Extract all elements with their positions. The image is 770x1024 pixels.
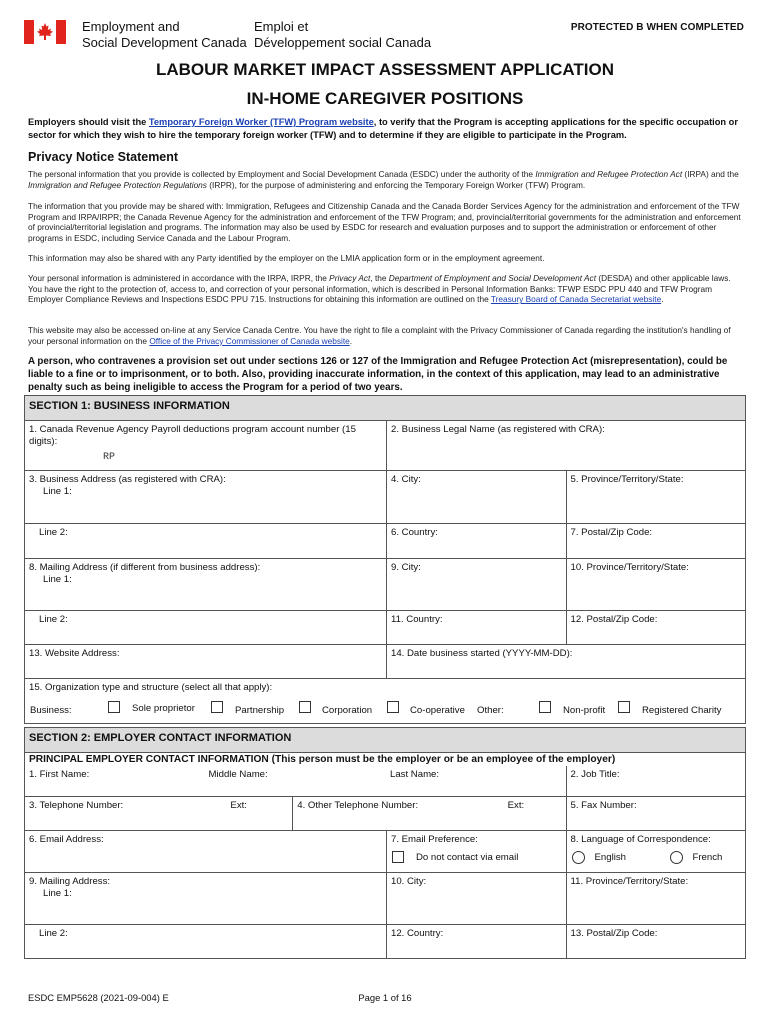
department-name-french: Emploi et Développement social Canada [254,19,432,50]
contact-mailing-line2-field[interactable]: Line 2: [39,928,68,939]
telephone-ext-field[interactable]: Ext: [230,800,247,811]
french-radio[interactable] [670,851,683,864]
department-name-english: Employment and Social Development Canada [82,19,247,50]
contact-country-field[interactable]: 12. Country: [386,925,566,958]
french-label: French [692,852,723,863]
treasury-board-link[interactable]: Treasury Board of Canada Secretariat website [490,294,662,305]
corporation-label: Corporation [322,705,373,716]
mailing-city-field[interactable]: 9. City: [386,559,566,610]
cooperative-checkbox[interactable] [387,701,399,713]
business-address-line1-field[interactable]: 3. Business Address (as registered with CRA): Line 1: [29,474,226,497]
contact-postal-field[interactable]: 13. Postal/Zip Code: [566,925,746,958]
english-radio[interactable] [572,851,585,864]
page-number: Page 1 of 16 [358,992,412,1003]
mailing-address-line1-field[interactable]: 8. Mailing Address (if different from business address): Line 1: [29,562,261,585]
organization-type-field: 15. Organization type and structure (select all that apply): Business: Sole proprietor Partnership Corporation Co-operative Other: Non-profit Registered Charity [29,682,722,716]
business-postal-field[interactable]: 7. Postal/Zip Code: [566,524,746,558]
other-telephone-ext-field[interactable]: Ext: [507,800,525,811]
date-started-field[interactable]: 14. Date business started (YYYY-MM-DD): [386,645,745,678]
non-profit-label: Non-profit [563,705,606,716]
form-title: LABOUR MARKET IMPACT ASSESSMENT APPLICATION [155,60,615,79]
section-1-form [24,395,746,724]
section-2-heading: SECTION 2: EMPLOYER CONTACT INFORMATION [25,728,745,752]
non-profit-checkbox[interactable] [539,701,551,713]
privacy-paragraph-2: The information that you provide may be shared with: Immigration, Refugees and Citizenship Canada and the Canada Border Services Agency for the administration and enforcement of the TFW Program and IRPA/IRPR; the Canada Revenue Agency for the administration and enforcement of the TFW Program; and, provincial/territorial governments for the administration and enforcement of provincial/territorial legislation and programs. The information may also be used by ESDC for research and evaluation purposes and to support the administration or enforcement of other programs in ESDC, including Service Canada and the Labour Program. [28,201,741,243]
privacy-paragraph-4: Your personal information is administered in accordance with the IRPA, IRPR, the Privacy Act, the Department of Employment and Social Development Act (DESDA) and other applicable laws. You have the right to the protection of, access to, and correction of your personal information, which is described in Personal Information Banks: TFWP ESDC PPU 440 and TFW Program Employer Compliance Reviews and Inspections ESDC PPU 715. Instructions for obtaining this information are outlined on the Treasury Board of Canada Secretariat website. [28,273,731,305]
fax-field[interactable]: 5. Fax Number: [566,797,746,830]
canada-flag-icon [24,20,66,44]
contact-province-field[interactable]: 11. Province/Territory/State: [566,873,746,924]
mailing-address-line2-field[interactable]: Line 2: [39,614,68,625]
contact-mailing-line1-field[interactable]: 9. Mailing Address: Line 1: [29,876,111,899]
form-subtitle: IN-HOME CAREGIVER POSITIONS [246,89,524,108]
corporation-checkbox[interactable] [299,701,311,713]
section-1-heading: SECTION 1: BUSINESS INFORMATION [25,396,745,420]
privacy-heading: Privacy Notice Statement [28,150,179,164]
mailing-postal-field[interactable]: 12. Postal/Zip Code: [566,611,746,644]
privacy-paragraph-5: This website may also be accessed on-line at any Service Canada Centre. You have the right to file a complaint with the Privacy Commissioner of Canada regarding the institution's handling of your personal information on the Office of the Privacy Commissioner of Canada website. [28,325,731,346]
middle-name-field[interactable]: Middle Name: [208,769,268,780]
business-city-field[interactable]: 4. City: [386,471,566,523]
protected-label: PROTECTED B WHEN COMPLETED [570,22,744,33]
business-address-line2-field[interactable]: Line 2: [39,527,68,538]
partnership-label: Partnership [235,705,285,716]
cra-account-field[interactable]: 1. Canada Revenue Agency Payroll deductions program account number (15 digits): RP [29,424,356,463]
section-2-form [24,727,746,959]
rp-prefix: RP [103,452,116,463]
misrepresentation-warning: A person, who contravenes a provision set out under sections 126 or 127 of the Immigration and Refugee Protection Act (misrepresentation), could be liable to a fine or to imprisonment, or to both. Also, providing inaccurate information, in the context of this application, may lead to an administrative penalty such as being ineligible to access the Program for a period of two years. [28,356,728,393]
registered-charity-checkbox[interactable] [618,701,630,713]
registered-charity-label: Registered Charity [642,705,722,716]
job-title-field[interactable]: 2. Job Title: [566,766,746,796]
business-legal-name-field[interactable]: 2. Business Legal Name (as registered with CRA): [386,421,745,470]
website-address-field[interactable]: 13. Website Address: [29,648,120,659]
cooperative-label: Co-operative [410,705,465,716]
tfw-program-link[interactable]: Temporary Foreign Worker (TFW) Program website [148,117,374,127]
form-identifier: ESDC EMP5628 (2021-09-004) E [28,992,169,1003]
english-label: English [594,852,626,863]
privacy-commissioner-link[interactable]: Office of the Privacy Commissioner of Canada website [149,335,350,346]
no-email-contact-label: Do not contact via email [415,852,519,863]
other-label: Other: [477,705,504,716]
telephone-field[interactable]: 3. Telephone Number: [29,800,124,811]
language-field: 8. Language of Correspondence: English French [566,831,746,872]
intro-text: Employers should visit the Temporary Foreign Worker (TFW) Program website, to verify that the Program is accepting applications for the specific occupation or sector for which they wish to hire the temporary foreign worker (TFW) and to determine if they are eligible to participate in the Program. [28,117,738,140]
email-address-field[interactable]: 6. Email Address: [29,834,104,845]
sole-proprietor-checkbox[interactable] [108,701,120,713]
email-preference-field: 7. Email Preference: Do not contact via email [386,831,566,872]
business-country-field[interactable]: 6. Country: [386,524,566,558]
contact-city-field[interactable]: 10. City: [386,873,566,924]
mailing-country-field[interactable]: 11. Country: [386,611,566,644]
last-name-field[interactable]: Last Name: [390,769,440,780]
privacy-paragraph-1: The personal information that you provide is collected by Employment and Social Development Canada (ESDC) under the authority of the Immigration and Refugee Protection Act (IRPA) and the Immigration and Refugee Protection Regulations (IRPR), for the purpose of administering and enforcing the Temporary Foreign Worker (TFW) Program. [28,169,739,190]
business-province-field[interactable]: 5. Province/Territory/State: [566,471,746,523]
principal-contact-heading: PRINCIPAL EMPLOYER CONTACT INFORMATION (This person must be the employer or be an employee of the employer) [29,754,616,765]
business-label: Business: [30,705,72,716]
privacy-paragraph-3: This information may also be shared with any Party identified by the employer on the LMIA application form or in the employment agreement. [28,253,545,263]
no-email-contact-checkbox[interactable] [392,851,404,863]
other-telephone-field[interactable]: 4. Other Telephone Number: [292,797,503,830]
mailing-province-field[interactable]: 10. Province/Territory/State: [566,559,746,610]
partnership-checkbox[interactable] [211,701,223,713]
first-name-field[interactable]: 1. First Name: [29,769,90,780]
sole-proprietor-label: Sole proprietor [132,703,195,714]
